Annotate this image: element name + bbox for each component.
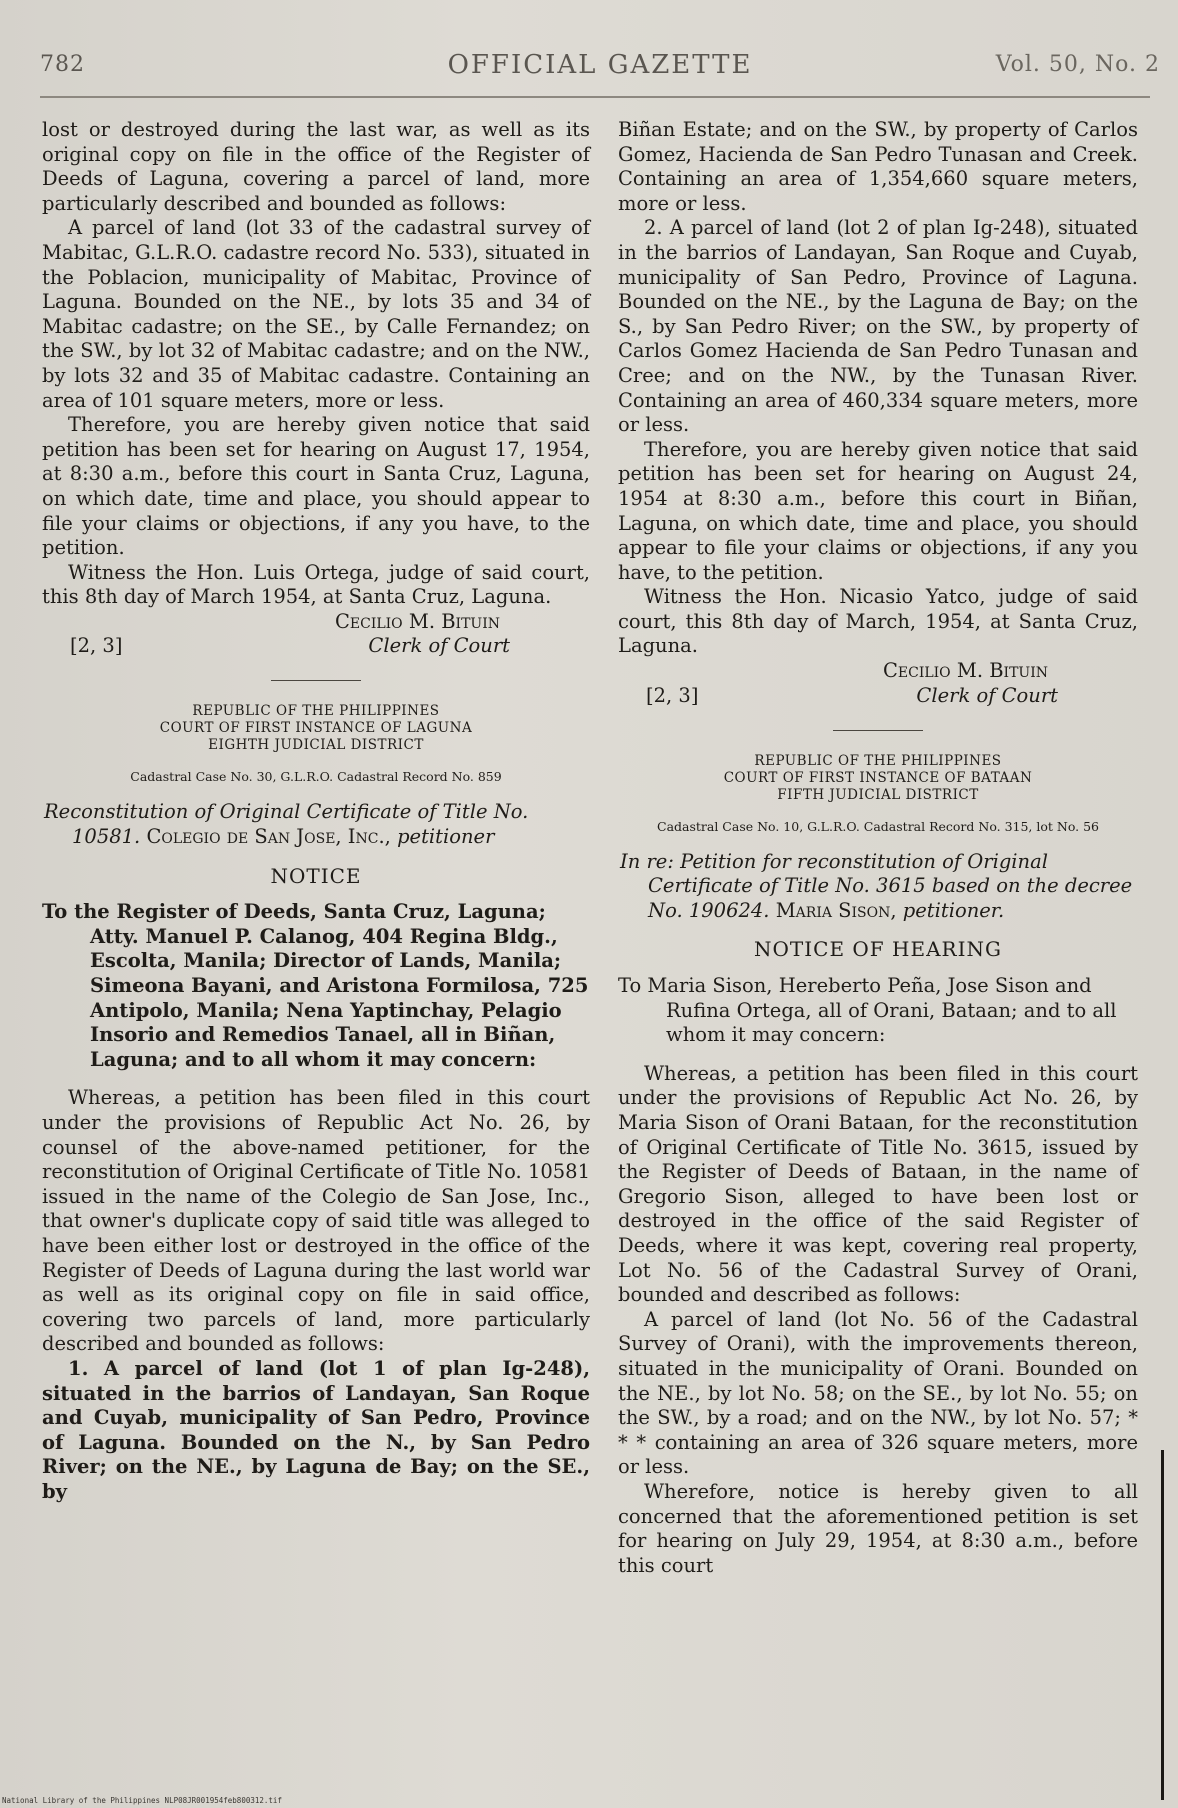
court-line: EIGHTH JUDICIAL DISTRICT [208, 737, 424, 754]
section-divider [833, 730, 923, 731]
notice-title: NOTICE [270, 863, 362, 888]
scan-footer: National Library of the Philippines NLP08JR001954feb800312.tif [2, 1796, 282, 1805]
paragraph: Wherefore, notice is hereby given to all concerned that the aforementioned petition is set for hearing on July 29, 1954, at 8:30 a.m., before this court [618, 1479, 1138, 1577]
right-column [618, 118, 1138, 1578]
court-heading [42, 703, 590, 754]
petitioner-role: petitioner. [902, 898, 1005, 922]
addressees: To the Register of Deeds, Santa Cruz, Laguna; Atty. Manuel P. Calanog, 404 Regina Bldg., Escolta, Manila; Director of Lands, Manila; Simeona Bayani, and Aristona Formilosa, 725 Antipolo, Manila; Nena Yaptinchay, Pelagio Insorio and Remedios Tanael, all in Biñan, Laguna; and to all whom it may concern: [42, 900, 589, 1071]
paragraph: 1. A parcel of land (lot 1 of plan Ig-248), situated in the barrios of Landayan, San Roque and Cuyab, municipality of San Pedro, Province of Laguna. Bounded on the N., by San Pedro River; on the NE., by Laguna de Bay; on the SE., by [42, 1356, 590, 1503]
case-number: Cadastral Case No. 30, G.L.R.O. Cadastral Record No. 859 [130, 769, 502, 785]
paragraph: A parcel of land (lot No. 56 of the Cadastral Survey of Orani), with the improvements thereon, situated in the municipality of Orani. Bounded on the NE., by lot No. 58; on the SE., by lot No. 55; on the SW., by a road; and on the NW., by lot No. 57; * * * containing an area of 326 square meters, more or less. [618, 1307, 1138, 1479]
signatory-name: Cecilio M. Bituin [334, 609, 500, 633]
header-rule [40, 96, 1150, 98]
caption-title: In re: Petition for reconstitution of Original Certificate of Title No. 3615 based on the decree No. 190624. [620, 849, 1133, 922]
caption-title: Reconstitution of Original Certificate of Title No. 10581. [44, 800, 529, 849]
case-caption [618, 850, 1138, 924]
signature-row [618, 684, 1138, 708]
paragraph: 2. A parcel of land (lot 2 of plan Ig-248), situated in the barrios of Landayan, San Roque and Cuyab, municipality of San Pedro, Province of Laguna. Bounded on the NE., by the Laguna de Bay; on the S., by San Pedro River; on the SW., by property of Carlos Gomez Hacienda de San Pedro Tunasan and Cree; and on the NW., by the Tunasan River. Containing an area of 460,334 square meters, more or less. [618, 216, 1138, 437]
paragraph: Therefore, you are hereby given notice that said petition has been set for hearing on August 24, 1954 at 8:30 a.m., before this court in Biñan, Laguna, on which date, time and place, you should appear to file your claims or objections, if any you have, to the petition. [618, 437, 1138, 584]
addressees: To Maria Sison, Hereberto Peña, Jose Sison and Rufina Ortega, all of Orani, Bataan; and to all whom it may concern: [618, 974, 1117, 1047]
court-heading [618, 753, 1138, 804]
publication-title: OFFICIAL GAZETTE [447, 50, 753, 80]
paragraph: A parcel of land (lot 33 of the cadastral survey of Mabitac, G.L.R.O. cadastre record No. 533), situated in the Poblacion, municipality of Mabitac, Province of Laguna. Bounded on the NE., by lots 35 and 34 of Mabitac cadastre; on the SE., by Calle Fernandez; on the SW., by lot 32 of Mabitac cadastre; and on the NW., by lots 32 and 35 of Mabitac cadastre. Containing an area of 101 square meters, more or less. [42, 216, 590, 412]
paragraph: Biñan Estate; and on the SW., by property of Carlos Gomez, Hacienda de San Pedro Tunasan and Creek. Containing an area of 1,354,660 square meters, more or less. [618, 118, 1138, 215]
court-line: COURT OF FIRST INSTANCE OF LAGUNA [159, 720, 473, 737]
court-line: REPUBLIC OF THE PHILIPPINES [192, 703, 440, 720]
volume-label: Vol. 50, No. 2 [995, 52, 1160, 77]
publication-code: [2, 3] [646, 683, 699, 707]
petitioner-name: Maria Sison, [775, 898, 897, 922]
notice-title: NOTICE OF HEARING [754, 937, 1002, 962]
case-number: Cadastral Case No. 10, G.L.R.O. Cadastral Record No. 315, lot No. 56 [657, 818, 1099, 834]
signatory-title: Clerk of Court [916, 683, 1058, 707]
court-line: FIFTH JUDICIAL DISTRICT [777, 786, 979, 803]
case-caption [42, 800, 590, 849]
paragraph: Therefore, you are hereby given notice that said petition has been set for hearing on August 17, 1954, at 8:30 a.m., before this court in Santa Cruz, Laguna, on which date, time and place, you should appear to file your claims or objections, if any you have, to the petition. [42, 413, 590, 560]
paragraph: Witness the Hon. Nicasio Yatco, judge of said court, this 8th day of March, 1954, at Santa Cruz, Laguna. [618, 585, 1138, 658]
paragraph: Witness the Hon. Luis Ortega, judge of said court, this 8th day of March 1954, at Santa Cruz, Laguna. [42, 560, 590, 609]
court-line: COURT OF FIRST INSTANCE OF BATAAN [723, 769, 1033, 786]
publication-code: [2, 3] [70, 634, 123, 658]
page-header [40, 48, 1160, 88]
page-number: 782 [40, 52, 85, 77]
left-column [42, 118, 590, 1505]
binding-edge [1161, 1450, 1164, 1800]
signatory-title: Clerk of Court [368, 634, 510, 658]
petitioner-name: Colegio de San Jose, Inc., [146, 825, 391, 849]
court-line: REPUBLIC OF THE PHILIPPINES [754, 752, 1002, 769]
signatory-name: Cecilio M. Bituin [882, 659, 1048, 683]
signature-row [42, 634, 590, 658]
section-divider [271, 680, 361, 681]
paragraph: Whereas, a petition has been filed in this court under the provisions of Republic Act No. 26, by counsel of the above-named petitioner, for the reconstitution of Original Certificate of Title No. 10581 issued in the name of the Colegio de San Jose, Inc., that owner's duplicate copy of said title was alleged to have been either lost or destroyed in the office of the Register of Deeds of Laguna during the last world war as well as its original copy on file in said office, covering two parcels of land, more particularly described and bounded as follows: [42, 1086, 590, 1356]
petitioner-role: petitioner [397, 825, 495, 849]
paragraph: lost or destroyed during the last war, as well as its original copy on file in the office of the Register of Deeds of Laguna, covering a parcel of land, more particularly described and bounded as follows: [42, 118, 590, 215]
paragraph: Whereas, a petition has been filed in this court under the provisions of Republic Act No. 26, by Maria Sison of Orani Bataan, for the reconstitution of Original Certificate of Title No. 3615, issued by the Register of Deeds of Bataan, in the name of Gregorio Sison, alleged to have been lost or destroyed in the office of the said Register of Deeds, where it was kept, covering real property, Lot No. 56 of the Cadastral Survey of Orani, bounded and described as follows: [618, 1061, 1138, 1307]
